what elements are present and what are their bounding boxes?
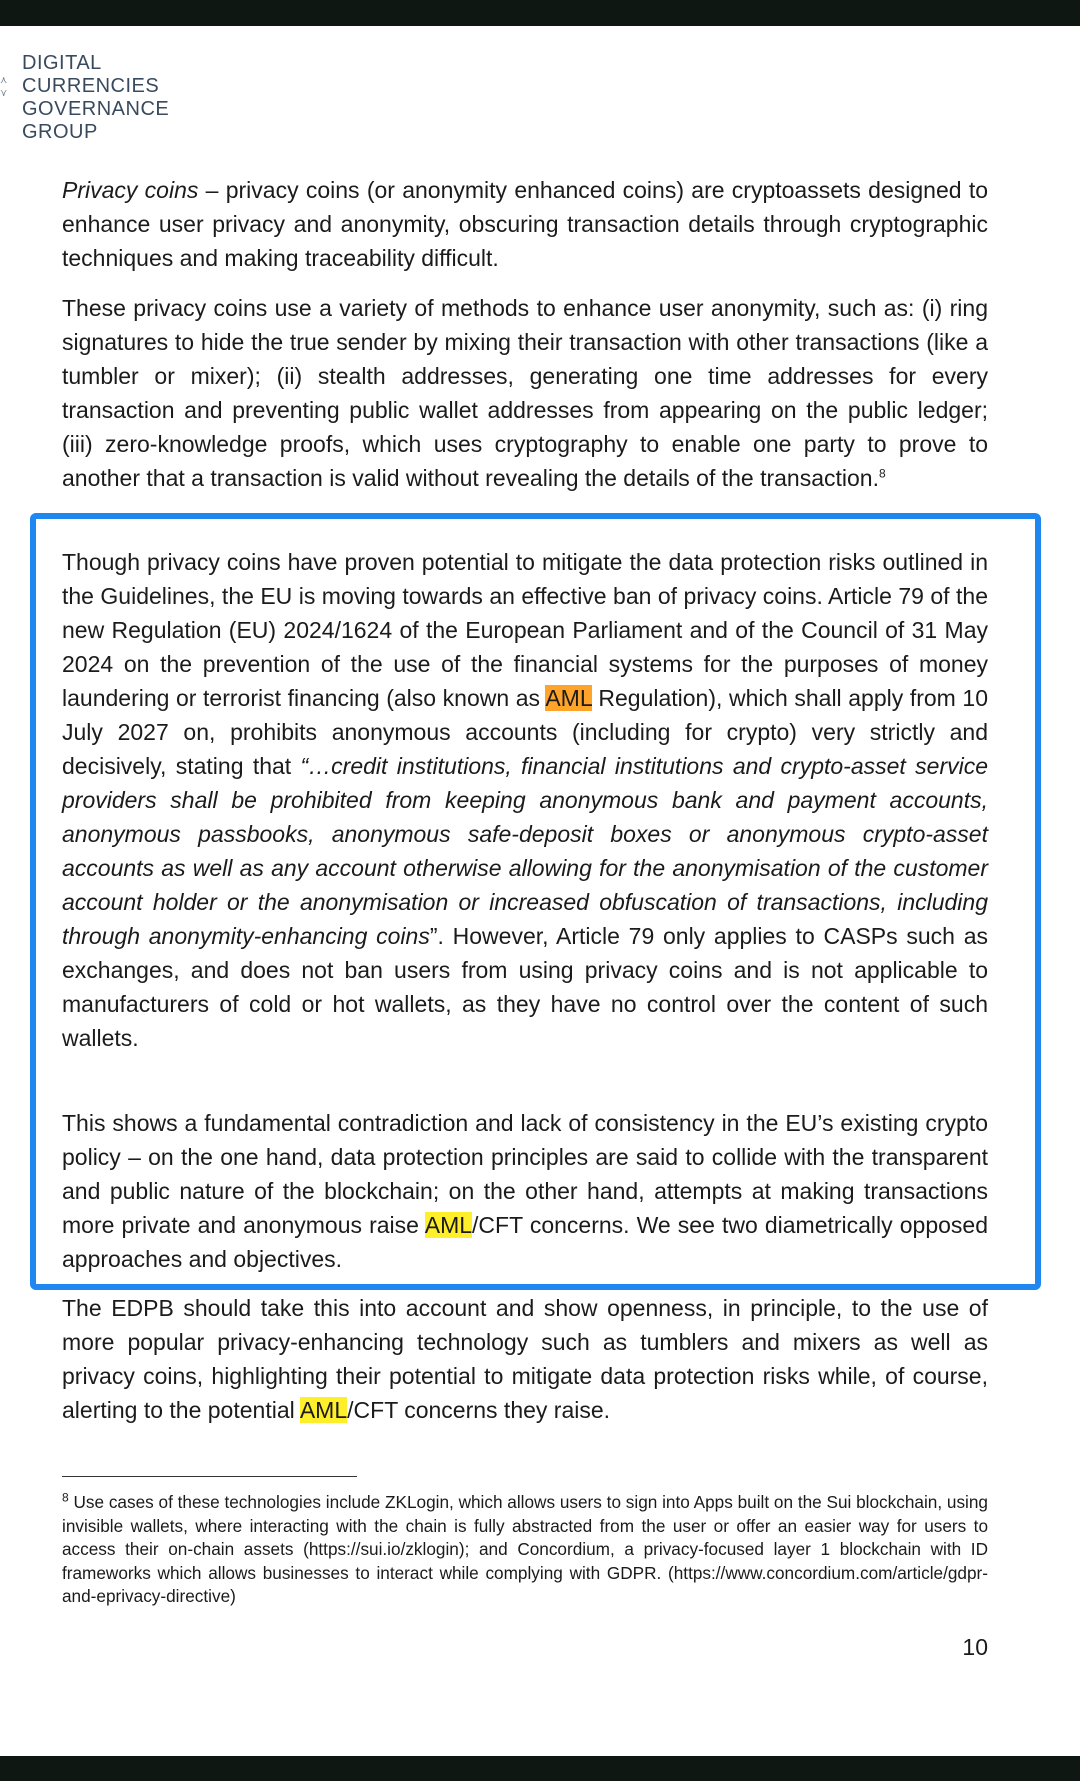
p3-text-b: Regulation), which shall apply from 10 July 2027 on, prohibits anonymous accounts (including for crypto) very strictly and decisively, stating that (62, 685, 988, 779)
logo-line-1: DIGITAL (22, 52, 102, 74)
paragraph-privacy-methods-container[interactable] (62, 291, 988, 509)
p2-text: These privacy coins use a variety of methods to enhance user anonymity, such as: (i) ring signatures to hide the true sender by mixing their transaction with other transactions (like a tumbler or mixer); (ii) stealth addresses, generating one time addresses for every transaction and preventing public wallet addresses from appearing on the public ledger; (iii) zero-knowledge proofs, which uses cryptography to enable one party to prove to another that a transaction is valid without revealing the details of the transaction. (62, 295, 988, 491)
term-privacy-coins: Privacy coins (62, 177, 199, 203)
footnote-number: 8 (62, 1490, 69, 1505)
p4-text-b: /CFT concerns. We see two diametrically opposed approaches and objectives. (62, 1212, 988, 1272)
p3-text-c: ”. However, Article 79 only applies to CASPs such as exchanges, and does not ban users from using privacy coins and is not applicable to manufacturers of cold or hot wallets, as they have no control over the content of such wallets. (62, 923, 988, 1051)
footnote-text: Use cases of these technologies include ZKLogin, which allows users to sign into Apps built on the Sui blockchain, using invisible wallets, where interacting with the chain is fully abstracted from the user or offer an easier way for users to access their on-chain assets (https://sui.io/zklogin); and Concordium, a privacy-focused layer 1 blockchain with ID frameworks which allows businesses to interact while complying with GDPR. (https://www.concordium.com/article/gdpr-and-eprivacy-directive) (62, 1492, 988, 1606)
p3-quote: “…credit institutions, financial institutions and crypto-asset service providers shall be prohibited from keeping anonymous bank and payment accounts, anonymous passbooks, anonymous safe-deposit boxes or anonymous crypto-asset accounts as well as any account otherwise allowing for the anonymisation of the customer account holder or the anonymisation or increased obfuscation of transactions, including through anonymity-enhancing coins (62, 753, 989, 949)
paragraph-privacy-coins-definition[interactable] (62, 173, 988, 275)
p1-text: – privacy coins (or anonymity enhanced coins) are cryptoassets designed to enhance user privacy and anonymity, obscuring transaction details through cryptographic techniques and making traceability difficult. (62, 177, 989, 271)
search-highlight[interactable]: AML (299, 1397, 348, 1423)
top-status-bar (0, 0, 1080, 26)
page-number: 10 (962, 1634, 988, 1660)
logo-mark-icon: ⋏ ⋎ (0, 75, 8, 99)
logo-line-4: GROUP (22, 121, 98, 143)
logo-line-3: GOVERNANCE (22, 98, 170, 120)
footnote-ref-8[interactable]: 8 (878, 466, 886, 481)
paragraph-eu-ban[interactable] (62, 545, 988, 1055)
p5-text-b: /CFT concerns they raise. (347, 1397, 611, 1423)
org-logo (0, 52, 170, 144)
logo-line-2: CURRENCIES (22, 75, 160, 97)
footnote-divider (62, 1476, 357, 1477)
p3-text-a: Though privacy coins have proven potential to mitigate the data protection risks outlined in the Guidelines, the EU is moving towards an effective ban of privacy coins. Article 79 of the new Regulation (EU) 2024/1624 of the European Parliament and of the Council of 31 May 2024 on the prevention of the use of the financial systems for the purposes of money laundering or terrorist financing (also known as (62, 549, 988, 711)
paragraph-edpb[interactable] (62, 1291, 988, 1427)
p5-text-a: The EDPB should take this into account and show openness, in principle, to the use of more popular privacy-enhancing technology such as tumblers and mixers as well as privacy coins, highlighting their potential to mitigate data protection risks while, of course, alerting to the potential (62, 1295, 988, 1423)
paragraph-contradiction[interactable] (62, 1106, 988, 1276)
search-highlight[interactable]: AML (424, 1212, 473, 1238)
footnote-8[interactable] (62, 1491, 988, 1609)
p4-text-a: This shows a fundamental contradiction and lack of consistency in the EU’s existing crypto policy – on the one hand, data protection principles are said to collide with the transparent and public nature of the blockchain; on the other hand, attempts at making transactions more private and anonymous raise (62, 1110, 988, 1238)
bottom-navigation-bar (0, 1756, 1080, 1781)
search-highlight-active[interactable]: AML (545, 685, 592, 711)
